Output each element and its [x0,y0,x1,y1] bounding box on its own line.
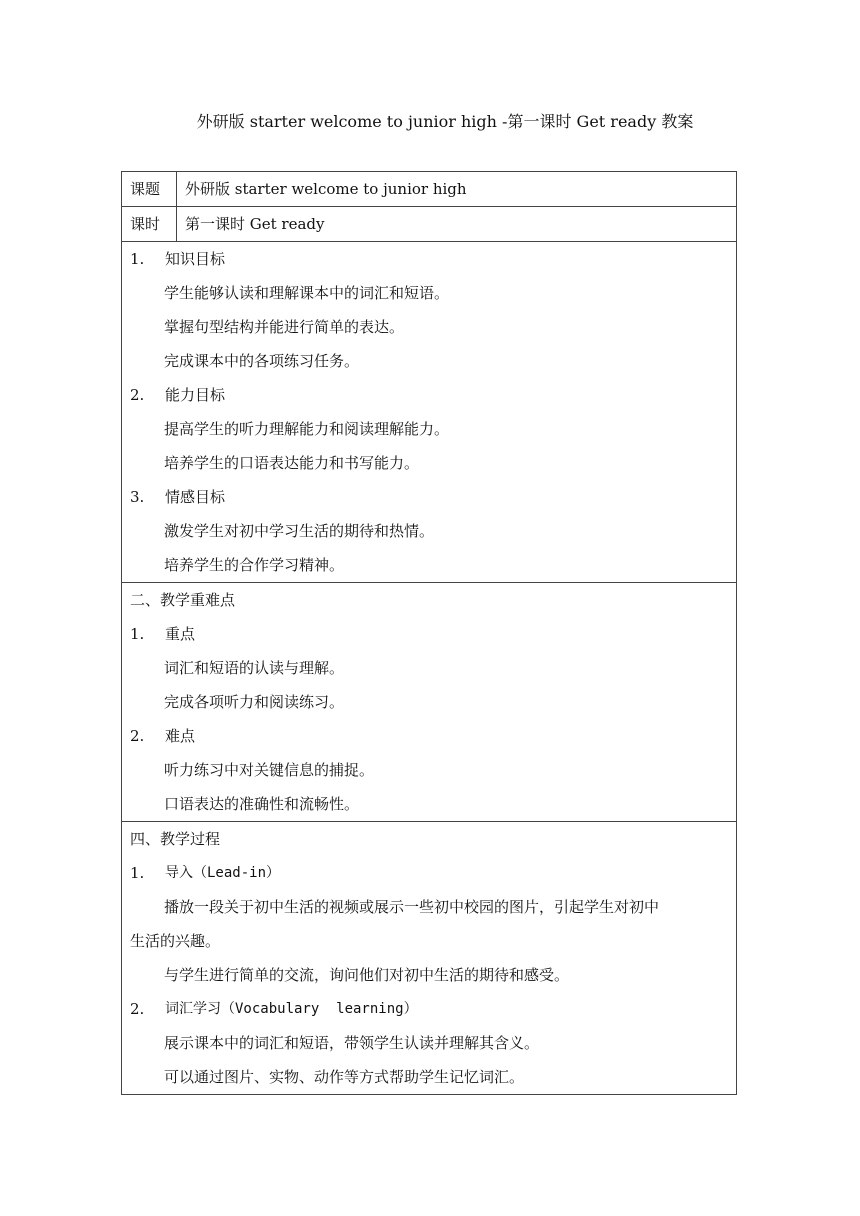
indented-line: 词汇和短语的认读与理解。 [164,659,345,677]
item-title: 重点 [165,625,196,643]
numbered-item [130,480,728,514]
item-number: 1. [130,250,145,268]
numbered-item [130,719,728,753]
item-title: 导入（Lead-in） [165,865,281,881]
section-block [122,583,736,822]
item-title: 词汇学习（Vocabulary learning） [165,1001,418,1017]
continuation-line: 生活的兴趣。 [130,932,221,950]
topic-value: 外研版 starter welcome to junior high [185,180,467,198]
info-row-period [122,207,736,242]
numbered-item [130,856,728,890]
item-number: 1. [130,864,145,882]
period-value: 第一课时 Get ready [185,215,325,233]
item-number: 2. [130,727,145,745]
indented-line: 可以通过图片、实物、动作等方式帮助学生记忆词汇。 [164,1068,525,1086]
section-block [122,822,736,1094]
item-number: 1. [130,625,145,643]
period-label: 课时 [122,207,177,241]
item-number: 3. [130,488,145,506]
indented-line: 完成各项听力和阅读练习。 [164,693,345,711]
numbered-item [130,378,728,412]
indented-line: 听力练习中对关键信息的捕捉。 [164,761,375,779]
indented-line: 学生能够认读和理解课本中的词汇和短语。 [164,284,450,302]
indented-line: 培养学生的合作学习精神。 [164,556,345,574]
numbered-item [130,992,728,1026]
document-title: 外研版 starter welcome to junior high -第一课时 Get ready 教案 [196,112,694,131]
indented-line: 激发学生对初中学习生活的期待和热情。 [164,522,435,540]
section-heading: 四、教学过程 [130,830,221,848]
numbered-item [130,617,728,651]
indented-line: 掌握句型结构并能进行简单的表达。 [164,318,405,336]
item-number: 2. [130,386,145,404]
indented-line: 展示课本中的词汇和短语，带领学生认读并理解其含义。 [164,1034,540,1052]
lesson-plan-table [121,171,737,1095]
section-heading: 二、教学重难点 [130,591,236,609]
item-title: 知识目标 [165,250,226,268]
indented-line: 播放一段关于初中生活的视频或展示一些初中校园的图片，引起学生对初中 [164,898,660,916]
indented-line: 与学生进行简单的交流，询问他们对初中生活的期待和感受。 [164,966,570,984]
indented-line: 完成课本中的各项练习任务。 [164,352,360,370]
indented-line: 培养学生的口语表达能力和书写能力。 [164,454,420,472]
item-title: 能力目标 [165,386,226,404]
topic-label: 课题 [122,172,177,206]
numbered-item [130,242,728,276]
indented-line: 口语表达的准确性和流畅性。 [164,795,360,813]
item-title: 情感目标 [165,488,226,506]
indented-line: 提高学生的听力理解能力和阅读理解能力。 [164,420,450,438]
item-number: 2. [130,1000,145,1018]
info-row-topic [122,172,736,207]
item-title: 难点 [165,727,196,745]
section-block [122,242,736,583]
